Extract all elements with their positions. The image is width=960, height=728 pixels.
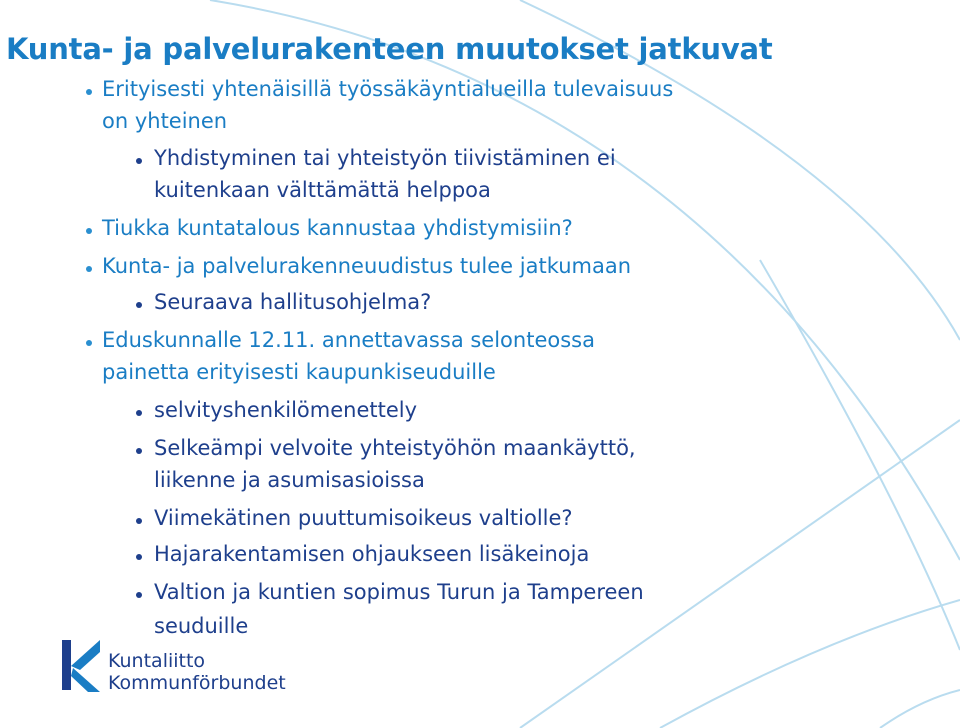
sub-bullet-text: seuduille [154,614,249,638]
bullet-dot [136,592,142,598]
sub-bullet-text: liikenne ja asumisasioissa [154,468,425,492]
sub-bullet-text: Yhdistyminen tai yhteistyön tiivistäminen ei [154,146,616,170]
bullet-text: Tiukka kuntatalous kannustaa yhdistymisiin? [102,216,573,240]
sub-bullet-text: Valtion ja kuntien sopimus Turun ja Tampereen [154,580,644,604]
bullet-text: on yhteinen [102,109,228,133]
sub-bullet-text: Selkeämpi velvoite yhteistyöhön maankäyttö, [154,436,636,460]
bullet-dot [86,89,92,95]
sub-bullet-text: kuitenkaan välttämättä helppoa [154,178,491,202]
kuntaliitto-logo-icon [60,636,104,694]
bullet-dot [86,340,92,346]
sub-bullet-text: Hajarakentamisen ohjaukseen lisäkeinoja [154,542,590,566]
bullet-dot [86,228,92,234]
bullet-dot [136,448,142,454]
bullet-dot [136,518,142,524]
bullet-dot [136,410,142,416]
sub-bullet-text: selvityshenkilömenettely [154,398,418,422]
logo-line-2: Kommunförbundet [108,672,286,694]
logo-line-1: Kuntaliitto [108,650,206,672]
bullet-dot [86,266,92,272]
bullet-text: painetta erityisesti kaupunkiseuduille [102,360,496,384]
bullet-text: Eduskunnalle 12.11. annettavassa selonteossa [102,328,595,352]
sub-bullet-text: Viimekätinen puuttumisoikeus valtiolle? [154,506,573,530]
bullet-dot [136,554,142,560]
bullet-text: Erityisesti yhtenäisillä työssäkäyntialueilla tulevaisuus [102,77,674,101]
sub-bullet-text: Seuraava hallitusohjelma? [154,290,432,314]
bullet-dot [136,302,142,308]
bullet-text: Kunta- ja palvelurakenneuudistus tulee jatkumaan [102,254,632,278]
bullet-dot [136,158,142,164]
slide-title: Kunta- ja palvelurakenteen muutokset jatkuvat [6,32,773,66]
